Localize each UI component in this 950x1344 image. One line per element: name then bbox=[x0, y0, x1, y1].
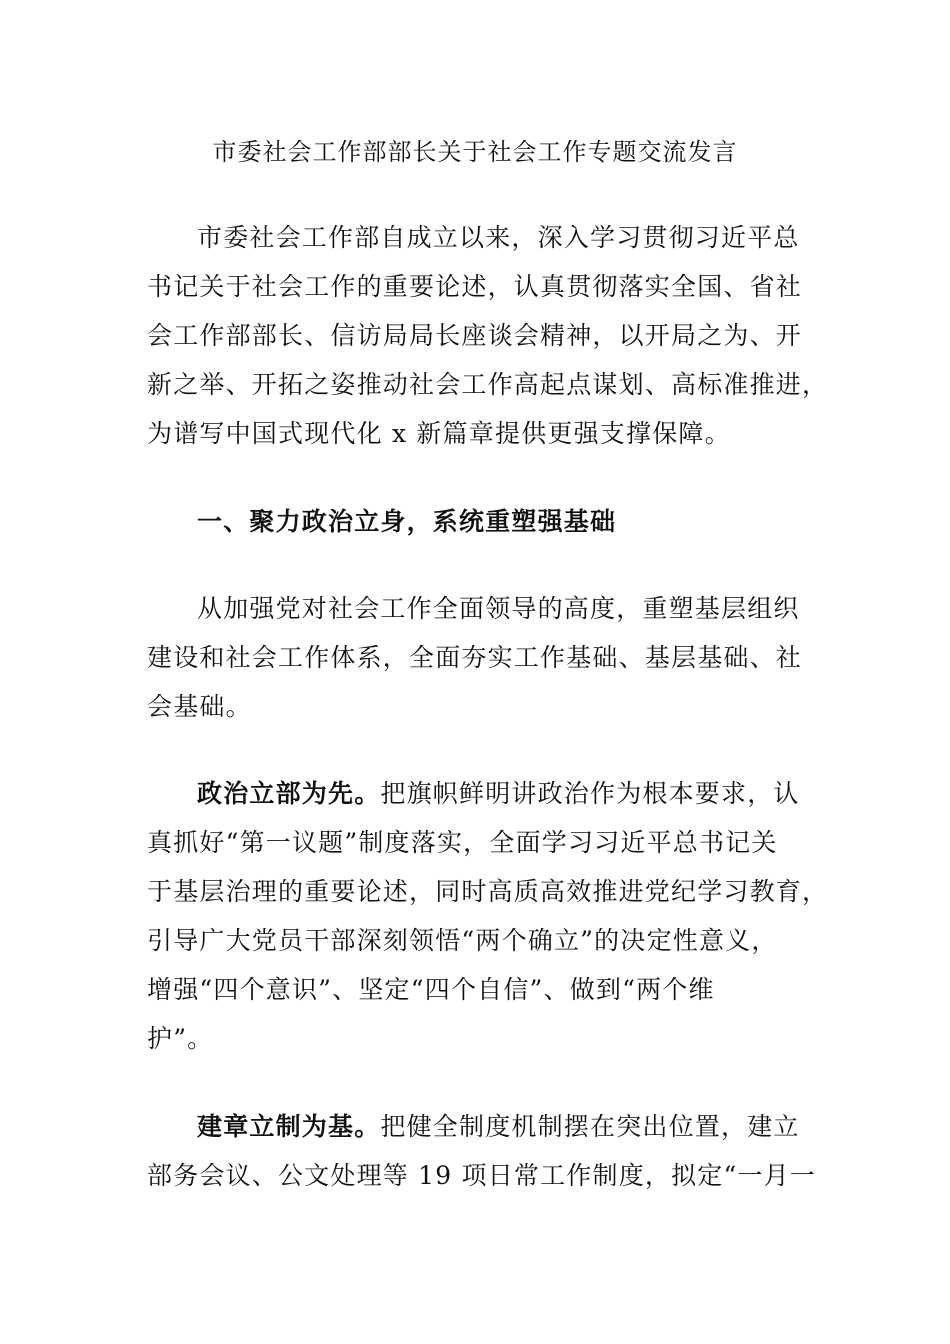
section-line: 会基础。 bbox=[147, 692, 252, 721]
paragraph-first-line bbox=[197, 1107, 800, 1147]
paragraph-text: 把旗帜鲜明讲政治作为根本要求，认 bbox=[380, 779, 800, 808]
intro-line: 市委社会工作部自成立以来，深入学习贯彻习近平总 bbox=[197, 223, 800, 252]
paragraph-line: 增强“四个意识”、坚定“四个自信”、做到“两个维 bbox=[147, 975, 715, 1004]
intro-line: 为谱写中国式现代化 x 新篇章提供更强支撑保障。 bbox=[147, 419, 731, 448]
paragraph-lead: 政治立部为先。 bbox=[197, 779, 381, 808]
paragraph-line: 引导广大党员干部深刻领悟“两个确立”的决定性意义， bbox=[147, 926, 778, 955]
paragraph-line: 部务会议、公文处理等 19 项日常工作制度，拟定“一月一 bbox=[147, 1161, 817, 1190]
section-line: 建设和社会工作体系，全面夯实工作基础、基层基础、社 bbox=[147, 643, 803, 672]
paragraph-line: 真抓好“第一议题”制度落实，全面学习习近平总书记关 bbox=[147, 828, 778, 857]
paragraph-line: 于基层治理的重要论述，同时高质高效推进党纪学习教育， bbox=[147, 877, 829, 906]
paragraph-line: 护”。 bbox=[147, 1024, 214, 1053]
paragraph-text: 把健全制度机制摆在突出位置，建立 bbox=[380, 1112, 800, 1141]
paragraph-lead: 建章立制为基。 bbox=[197, 1112, 381, 1141]
intro-line: 书记关于社会工作的重要论述，认真贯彻落实全国、省社 bbox=[147, 272, 803, 301]
section-heading: 一、聚力政治立身，系统重塑强基础 bbox=[197, 507, 617, 536]
section-line: 从加强党对社会工作全面领导的高度，重塑基层组织 bbox=[197, 594, 800, 623]
intro-line: 新之举、开拓之姿推动社会工作高起点谋划、高标准推进， bbox=[147, 370, 829, 399]
paragraph-first-line bbox=[197, 774, 800, 814]
intro-line: 会工作部部长、信访局局长座谈会精神，以开局之为、开 bbox=[147, 321, 803, 350]
document-title: 市委社会工作部部长关于社会工作专题交流发言 bbox=[212, 138, 738, 166]
